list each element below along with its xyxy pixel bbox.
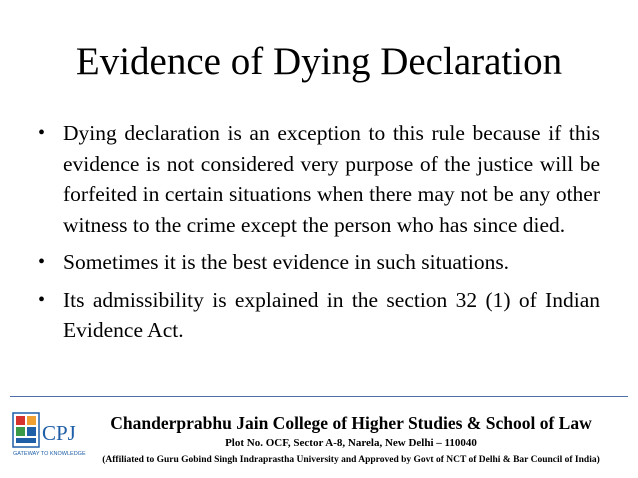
bullet-text: Sometimes it is the best evidence in such situations. (63, 250, 510, 274)
bullet-text: Its admissibility is explained in the section 32 (1) of Indian Evidence Act. (63, 287, 600, 342)
college-address: Plot No. OCF, Sector A-8, Narela, New Delhi – 110040 (225, 437, 477, 449)
footer-divider (10, 396, 628, 397)
college-logo (12, 410, 90, 458)
bullet-item (38, 118, 600, 240)
bullet-item (38, 247, 600, 278)
bullet-icon: • (38, 288, 46, 311)
bullet-icon: • (38, 251, 46, 273)
bullet-icon: • (38, 122, 46, 144)
bullet-text: Dying declaration is an exception to this rule because if this evidence is not considered very purpose of the justice will be forfeited in certain situations when there may not be any other witness to the crime except the person who has since died. (63, 121, 600, 237)
logo-tagline: GATEWAY TO KNOWLEDGE (13, 451, 86, 457)
college-affiliation: (Affiliated to Guru Gobind Singh Indraprastha University and Approved by Govt of NCT of Delhi & Bar Council of India) (102, 455, 600, 465)
bullet-item (38, 285, 600, 346)
college-emblem-icon (12, 410, 90, 458)
slide-title: Evidence of Dying Declaration (75, 40, 563, 83)
bullet-list (38, 118, 600, 353)
logo-text: CPJ (42, 421, 76, 445)
college-name: Chanderprabhu Jain College of Higher Studies & School of Law (110, 413, 592, 433)
